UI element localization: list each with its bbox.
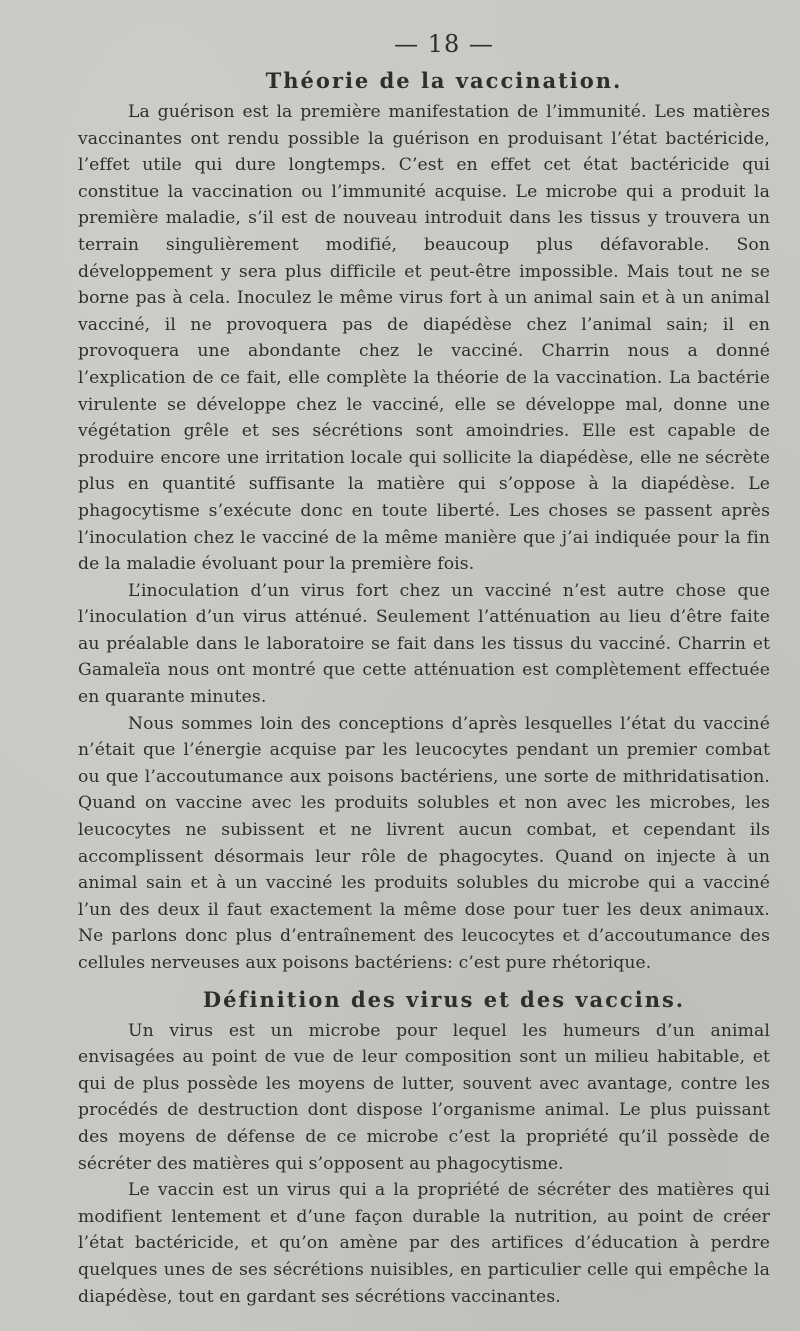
section-title: Définition des virus et des vaccins. (202, 986, 686, 1012)
section-virus-vaccine-definition (78, 987, 770, 1311)
paragraph: Un virus est un microbe pour lequel les humeurs d’un animal envisagées au point de vue de leur composition sont un milieu habitable, et qui de plus possède les moyens de lutter, souvent avec avantage, contre les procédés de destruction dont dispose l’organisme animal. Le plus puissant des moyens de défense de ce microbe c’est la propriété qu’il possède de sécréter des matières qui s’opposent au phagocytisme. (78, 1020, 770, 1174)
paragraph: La guérison est la première manifestation de l’immunité. Les matières vaccinantes ont rendu possible la guérison en produisant l’état bactéricide, l’effet utile qui dure longtemps. C’est en effet cet état bactéricide qui constitue la vaccination ou l’immunité acquise. Le microbe qui a produit la première maladie, s’il est de nouveau introduit dans les tissus y trouvera un terrain singulièrement modifié, beaucoup plus défavorable. Son développement y sera plus difficile et peut-être impossible. Mais tout ne se borne pas à cela. Inoculez le même virus fort à un animal sain et à un animal vacciné, il ne provoquera pas de diapédèse chez l’animal sain; il en provoquera une abondante chez le vacciné. Charrin nous a donné l’explication de ce fait, elle complète la théorie de la vaccination. La bactérie virulente se développe chez le vacciné, elle se développe mal, donne une végétation grêle et ses sécrétions sont amoindries. Elle est capable de produire encore une irritation locale qui sollicite la diapédèse, elle ne sécrète plus en quantité suffisante la matière qui s’oppose à la diapédèse. Le phagocytisme s’exécute donc en toute liberté. Les choses se passent après l’inoculation chez le vacciné de la même manière que j’ai indiquée pour la fin de la maladie évoluant pour la première fois. (78, 102, 770, 575)
section-vaccination-theory (78, 68, 770, 977)
paragraph: L’inoculation d’un virus fort chez un vacciné n’est autre chose que l’inoculation d’un virus atténué. Seulement l’atténuation au lieu d’être faite au préalable dans le laboratoire se fait dans les tissus du vacciné. Charrin et Gamaleïa nous ont montré que cette atténuation est complètement effectuée en quarante minutes. (78, 580, 770, 708)
paragraph: Nous sommes loin des conceptions d’après lesquelles l’état du vacciné n’était que l’énergie acquise par les leucocytes pendant un premier combat ou que l’accoutumance aux poisons bactériens, une sorte de mithridatisation. Quand on vaccine avec les produits solubles et non avec les microbes, les leucocytes ne subissent et ne livrent aucun combat, et cependant ils accomplissent désormais leur rôle de phagocytes. Quand on injecte à un animal sain et à un vacciné les produits solubles du microbe qui a vacciné l’un des deux il faut exactement la même dose pour tuer les deux animaux. Ne parlons donc plus d’entraînement des leucocytes et d’accoutumance des cellules nerveuses aux poisons bactériens: c’est pure rhétorique. (78, 713, 770, 973)
section-title: Théorie de la vaccination. (265, 68, 623, 93)
paragraph: Le vaccin est un virus qui a la propriété de sécréter des matières qui modifient lentement et d’une façon durable la nutrition, au point de créer l’état bactéricide, et qu’on amène par des artifices d’éducation à perdre quelques unes de ses sécrétions nuisibles, en particulier celle qui empêche la diapédèse, tout en gardant ses sécrétions vaccinantes. (78, 1180, 770, 1307)
page-number: — 18 — (394, 30, 494, 58)
